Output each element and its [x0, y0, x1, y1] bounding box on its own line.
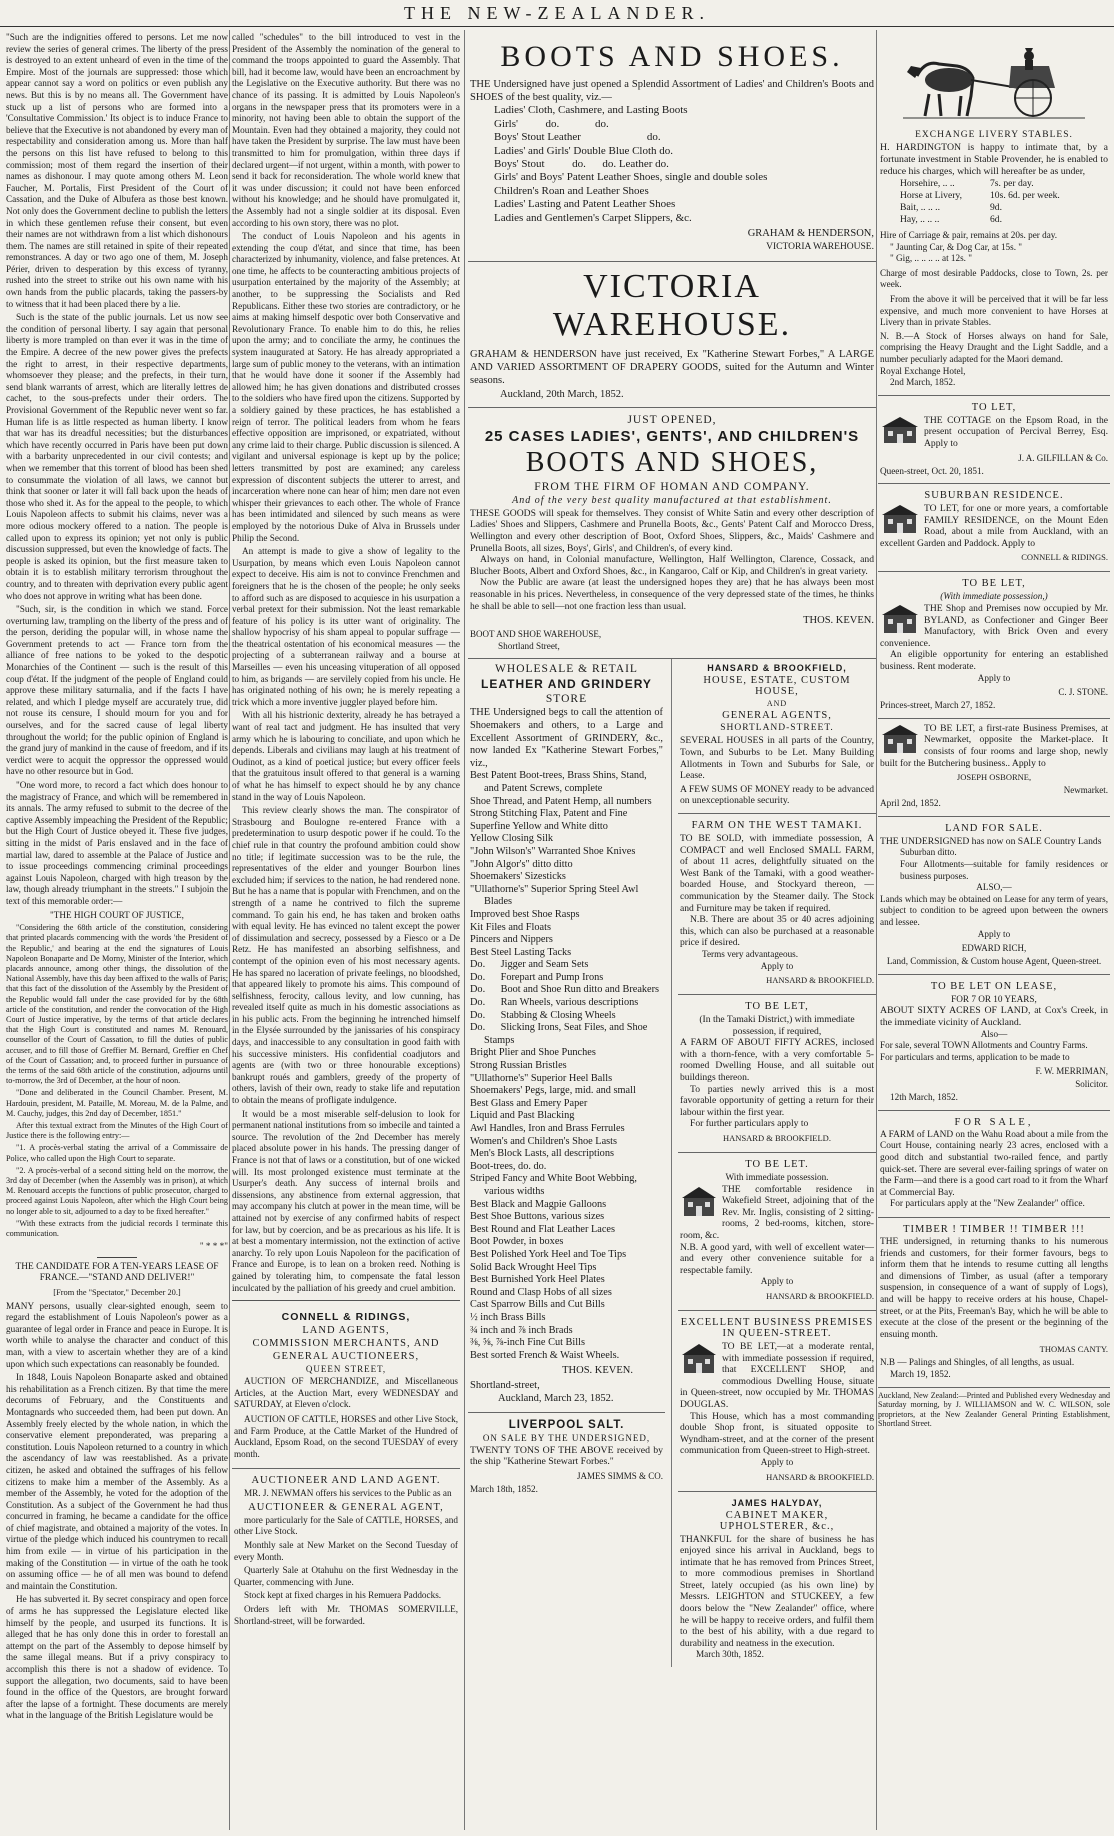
house-icon [880, 603, 920, 635]
ad-body: THE Shop and Premises now occupied by Mr. BYLAND, as Confectioner and Ginger Beer Manufactory, with Brick Oven and every convenience. [880, 603, 1108, 649]
article-paragraph: It would be a most miserable self-delusion to look for permanent national institutions from so imbecile and tainted a source. The revolution of the 2nd December has merely placed absolute power in his hands. The pressing danger of France is not that of laws or a constitution, but of one wicked will. Its most prolonged existence must terminate at the Usurper's death. Any success of internal broils and dissensions, any abstinence from external aggression, that may accompany his clutch at power in the mean time, will be attained not by exercise of any confirmed habits of respect for law, but by coercion, and be as precarious as his life. It is at best a momentary intermission, not the extinction of active anarchy. To rely upon Louis Napoleon for the pacification of France and Europe, is to lean on a broken reed. Nothing is gained by tolerating him, to compensate the fatal lesson inculcated by the palliation of his greedy and cruel ambition. [232, 1108, 460, 1293]
list-item: Awl Handles, Iron and Brass Ferrules [470, 1123, 625, 1134]
ad-signature: GRAHAM & HENDERSON, [747, 228, 874, 240]
ad-victoria-warehouse [468, 262, 876, 408]
list-item: "Ullathorne's" Superior Heel Balls [470, 1072, 613, 1084]
list-item: Do. Boot and Shoe Run ditto and Breakers [470, 984, 660, 996]
ad-signature-line: Land, Commission, & Custom house Agent, Queen-street. [886, 956, 1102, 967]
house-icon [680, 1341, 718, 1375]
ad-body: H. HARDINGTON is happy to intimate that, by a fortunate investment in Stable Provender, he is enabled to reduce his charges, which will hereafter be as under, [880, 142, 1108, 177]
ad-heading: TIMBER ! TIMBER !! TIMBER !!! [903, 1224, 1085, 1236]
ad-land-for-sale [878, 817, 1110, 975]
ad-apply: Apply to [760, 1276, 794, 1287]
ad-heading: TO BE LET, [745, 1001, 809, 1013]
house-icon [880, 723, 920, 755]
order-paragraph: "With these extracts from the judicial records I terminate this communication. [6, 1218, 228, 1239]
ad-heading: TO LET, [971, 401, 1017, 413]
ad-date: Queen-street, Oct. 20, 1851. [880, 465, 984, 476]
ad-body: TO BE LET, a first-rate Business Premises, at Newmarket, opposite the Market-place. It consists of four rooms and large shop, newly built for the Butchering business.. Apply to [880, 722, 1108, 769]
divider [97, 1257, 137, 1258]
ad-land-on-lease [878, 975, 1110, 1111]
ad-body: Lands which may be obtained on Lease for any term of years, subject to condition to be agreed upon between the owners and lessee. [880, 893, 1108, 927]
ad-line: GENERAL AUCTIONEERS, [272, 1351, 420, 1363]
list-item: Superfine Yellow and White ditto [470, 820, 608, 832]
ad-body: THESE GOODS will speak for themselves. They consist of White Satin and every other description of Ladies' Shoes and Slippers, Cashmere and Prunella Boots, &c., Gents' Patent Calf and Morocco Dress, Wellington and every other description of Boot, Oxford Shoes, Slippers, &c., Maids' Cashmere and Prunella Boots, all sizes, Boys', Girls', and Children's, of every kind. [470, 507, 874, 554]
list-item: Strong Stitching Flax, Patent and Fine [470, 808, 628, 820]
ad-body: GRAHAM & HENDERSON have just received, Ex "Katherine Stewart Forbes," A LARGE AND VARIED ASSORTMENT OF DRAPERY GOODS, suited for the Autumn and Winter seasons. [470, 349, 874, 387]
ad-body: Charge of most desirable Paddocks, close to Town, 2s. per week. [880, 267, 1108, 290]
rate-row [900, 190, 1108, 202]
ad-body: THE UNDERSIGNED has now on SALE Country Lands [880, 835, 1102, 847]
ad-body: A FARM of LAND on the Wahu Road about a mile from the Court House, containing nearly 23 acres, enclosed with a good ditch and substantial two-railed fence, and partly quick-set. There are several ever-failing springs of water on the Farm—and there is a good cart road to it from the Wharf at Commercial Bay. [880, 1129, 1108, 1198]
ad-subtitle: FOR 7 OR 10 YEARS, [951, 993, 1037, 1004]
ad-body: THE Undersigned begs to call the attention of Shoemakers and others, to a Large and Excellent Assortment of GRINDERY, &c., now landed Ex "Katherine Stewart Forbes," viz., [470, 707, 663, 769]
ad-body: more particularly for the Sale of CATTLE, HORSES, and other Live Stock. [234, 1514, 458, 1537]
ad-body: THANKFUL for the share of business he has enjoyed since his arrival in Auckland, begs to intimate that he has removed from Princes Street, to more commodious premises in Shortland Street, lately occupied (as his own line) by Messrs. LEIGHTON and STUCKEEY, a few doors below the "New Zealander" office, where he will be happy to receive orders, and fulfil them to the best of his ability, with a due regard to durability and neatness in the execution. [680, 1533, 874, 1649]
ad-connell-ridings [232, 1305, 460, 1469]
ad-subtitle: (In the Tamaki District,) with immediate possession, if required, [699, 1014, 855, 1037]
ad-date: March 30th, 1852. [696, 1649, 764, 1660]
ad-body: Four Allotments—suitable for family residences or business purposes. [900, 858, 1108, 881]
ad-signature: JOSEPH OSBORNE, [956, 772, 1032, 783]
ad-street: SHORTLAND-STREET. [720, 723, 834, 734]
ad-body: Hire of Carriage & pair, remains at 20s. per day. [880, 230, 1058, 240]
list-item: Best sorted French & Waist Wheels. [470, 1349, 620, 1361]
ad-address: Royal Exchange Hotel, [880, 365, 966, 376]
ad-body: " Jaunting Car, & Dog Car, at 15s. " [890, 241, 1023, 252]
ad-body: A FEW SUMS OF MONEY ready to be advanced on unexceptionable security. [680, 783, 874, 807]
ad-signature: HANSARD & BROOKFIELD. [766, 1290, 874, 1301]
ad-body: N. B.—A Stock of Horses always on hand for Sale, comprising the Heavy Draught and the Light Saddle, and a number peculiarly adapted for the Maori demand. [880, 330, 1108, 364]
ad-body: TO BE SOLD, with immediate possession, A COMPACT and well Enclosed SMALL FARM, of about 11 acres, delightfully situated on the West Bank of the Tamaki, with a good weather-boarded House, and Stockyard thereon, — communication by the Steamer daily. The Stock and Furniture may be taken if required. [680, 832, 874, 914]
article-paragraph: This review clearly shows the man. The conspirator of Strasbourg and Boulogne re-entered France with a predetermination to usurp despotic power if he could. To the chief rule in that country the profound ambition could show no title; if legitimate succession was to be the rule, the representatives of the elder and younger Bourbon lines excluded him; if services to the nation, he had rendered none. But he has a name that is popular with Frenchmen, and on the strength of a name he contrived to filch the supreme command. To gain his end, he has taken and broken oaths with equal levity. He has evinced no talent except the power of dissimulation and secrecy, possessed by a Fiesco or a De Retz. He has manifested an absorbing selfishness, and contempt of the opinion even of his most necessary agents. He has spared no laceration of private feelings, no bloodshed, that appeared likely to promote his aims. This compound of selfishness, ferocity, callous levity, and low cunning, has revealed itself quite as much in his domestic associations as in his public acts. From the beginning he intrenched himself in the Elysée surrounded by the janissaries of his conspiracy days, and inaccessible to any consultation in good faith with his successive ministers. His confidential coadjutors and agents are (with two or three honourable exceptions) bankrupt roués and gamblers, greedy of the property of others, lavish of their own, ready to stake life and reputation to obtain the means of profligate indulgence. [232, 805, 460, 1106]
article-paragraph: He has subverted it. By secret conspiracy and open force of arms he has suppressed the Legislature elected like himself by the people, and usurped its functions. It is alleged that he has only done this in order to forestall an attempt on the part of the Assembly to depose himself by the same illegal means. But if a privy conspiracy to accomplish this there is not a shadow of evidence. To support the allegation, two documents, said to have been found in the office of the Questors, are brought forward after the lapse of a fortnight. These documents are merely what in the language of the British Legislature would be [6, 1594, 228, 1721]
ad-farm-west-tamaki [678, 814, 876, 995]
ad-signature: HANSARD & BROOKFIELD. [766, 975, 874, 986]
ad-heading: LAND FOR SALE. [945, 822, 1043, 834]
imprint: Auckland, New Zealand:—Printed and Published every Wednesday and Saturday morning, by J. WILLIAMSON and W. C. WILSON, sole proprietors, at the New Zealander General Printing Establishment, Shortland Street. [878, 1390, 1110, 1429]
article-paragraph: MANY persons, usually clear-sighted enough, seem to regard the establishment of Louis Napoleon's power as a guarantee of legal order in France and peace in Europe. It is worth while to analyse the character and conduct of this man, with a view to ascertain whether they are of a kind upon which such expectations can reasonably be founded. [6, 1300, 228, 1369]
ad-queen-street-premises [678, 1311, 876, 1492]
order-paragraph: "Considering the 68th article of the constitution, considering that printed placards commencing with the words 'the President of the Republic,' and bearing at the end the signatures of Louis Napoleon Bonaparte and De Morny, Minister of the Interior, which placards announce, among other things, the dissolution of the National Assembly, have this day been affixed to the walls of Paris; that this fact of the dissolution of the Assembly by the President of the Republic would fall under the case provided for by the 68th article of the constitution, and render the convocation of the High Court of Justice imperative, by the terms of that article declares that the High Court is constituted and names M. Renouard, counsellor of the Court of Cassation, to fill the duties of public accuser, and to fill those of Greffier M. Bernard, Greffier en Chef of the Court of Cassation; and, to proceed further in pursuance of the terms of the said 68th article of the constitution, adjourns until to-morrow, the 3rd of December, at the hour of noon. [6, 923, 228, 1086]
column-3 [468, 32, 876, 1667]
ad-body: Always on hand, in Colonial manufacture, Wellington, Half Wellington, Clarence, Cossack, and Blucher Boots, Albert and Oxford Shoes, &c., in Kangaroo, Calf or Kip, and Children's in great variety. [470, 554, 874, 577]
ad-place: Newmarket. [1063, 785, 1108, 796]
ad-signature: F. W. MERRIMAN, [1035, 1066, 1108, 1077]
list-item: "Ullathorne's" Superior Spring Steel Awl Blades [470, 883, 639, 908]
ad-newmarket-premises [878, 719, 1110, 817]
ad-also: ALSO,— [976, 882, 1012, 893]
list-item: Do. Ran Wheels, various descriptions [470, 997, 639, 1009]
column-3-split [468, 659, 876, 1667]
ad-date: Princes-street, March 27, 1852. [880, 700, 996, 711]
rate-label: Horsehire, .. .. [900, 178, 955, 189]
ad-shop-to-let [878, 572, 1110, 718]
article-paragraph: "One word more, to record a fact which does honour to the magistracy of France, and which will be remembered in its annals. The army refused to submit to the decree of the captive Assembly impeaching the President of the Republic; but the High Court of Justice obeyed it. These five judges, sitting in the midst of Paris enslaved and in the face of martial law, dared to assemble at the Palace of Justice and to issue proceedings commencing criminal proceedings against Louis Napoleon, charged with high treason by the law, though already triumphant in the streets." I subjoin the text of this memorable order:— [6, 780, 228, 906]
ad-signature-line: Solicitor. [1075, 1079, 1108, 1090]
list-item: Ladies and Gentlemen's Carpet Slippers, &c. [494, 211, 692, 224]
ad-title: BOOTS AND SHOES, [525, 446, 819, 478]
ad-date: 12th March, 1852. [890, 1092, 958, 1103]
list-item: Girls' do. do. [494, 117, 609, 130]
ad-liverpool-salt [468, 1413, 665, 1502]
ad-epsom-cottage [878, 396, 1110, 484]
ad-farm-for-sale [878, 1111, 1110, 1218]
ad-apply: Apply to [760, 1456, 794, 1467]
list-item: Girls' and Boys' Patent Leather Shoes, single and double soles [494, 171, 768, 184]
list-item: ¾ inch and ⅞ inch Brads [470, 1324, 573, 1336]
ad-body: A FARM OF ABOUT FIFTY ACRES, inclosed with a thorn-fence, with a very comfortable 5-roomed Dwelling House, and all suitable out buildings thereon. [680, 1037, 874, 1084]
ad-body: THE undersigned, in returning thanks to his numerous friends and customers, for their former favours, begs to inform them that he intends to resume cutting all lengths and dimensions of Timber, as usual (after a temporary suspension, in consequence of a want of supply of Logs), and will be happy to receive orders at his house, Chapel-street, or at the Pits, Freeman's Bay, which he will be able to execute at the close of the present or the beginning of the ensuing month. [880, 1237, 1108, 1340]
column-3-left [468, 659, 672, 1667]
ad-body: Stock kept at fixed charges in his Remuera Paddocks. [244, 1590, 442, 1601]
list-item: Improved best Shoe Rasps [470, 908, 580, 920]
list-item: Boot-trees, do. do. [470, 1160, 547, 1172]
ad-body: For particulars and terms, application to be made to [880, 1051, 1070, 1062]
ad-address: BOOT AND SHOE WAREHOUSE, [470, 629, 602, 640]
ad-caption: EXCHANGE LIVERY STABLES. [915, 130, 1073, 140]
ad-signature: CONNELL & RIDINGS. [1021, 552, 1108, 563]
ad-heading: JAMES HALYDAY, [731, 1497, 823, 1508]
ad-signature: HANSARD & BROOKFIELD. [766, 1471, 874, 1482]
ad-heading: TO BE LET ON LEASE, [930, 980, 1058, 992]
ad-subtitle: STORE [545, 693, 588, 706]
ad-heading: FOR SALE, [954, 1116, 1034, 1128]
ad-body: N.B. There are about 35 or 40 acres adjoining this, which can also be purchased at a reasonable price if desired. [680, 914, 874, 949]
list-item: "John Algor's" ditto ditto [470, 858, 573, 870]
ad-tagline: And of the very best quality manufactured at that establishment. [512, 494, 832, 506]
ad-line: LAND AGENTS, [302, 1325, 390, 1337]
ad-signature: HANSARD & BROOKFIELD. [723, 1133, 831, 1144]
ad-date: March 18th, 1852. [470, 1483, 538, 1494]
rate-label: Horse at Livery, [900, 190, 962, 201]
ad-apply: Apply to [977, 672, 1011, 683]
list-item: Boot Powder, in boxes [470, 1236, 564, 1248]
ad-kicker: WHOLESALE & RETAIL [495, 663, 638, 676]
column-rule [229, 30, 230, 1830]
ad-signature: THOMAS CANTY. [1039, 1344, 1108, 1355]
rate-label: Hay, .. .. .. [900, 214, 940, 225]
order-paragraph: "2. A procès-verbal of a second sitting held on the morrow, the 3rd day of December (when the Assembly was in prison), at which M. Renouard accepts the functions of public prosecutor, charged to proceed against Louis Napoleon, after which the High Court being no longer able to sit, adjourned to a day to be fixed hereafter." [6, 1165, 228, 1216]
rate-row [900, 202, 1108, 214]
ad-body: This House, which has a most commanding double Shop front, is situated opposite to Wyndham-street, and at the corner of the present communication from Queen-street to High-street. [680, 1410, 874, 1457]
list-item: ⅜, ⅝, ⅞-inch Fine Cut Bills [470, 1337, 585, 1349]
ad-body: Orders left with Mr. THOMAS SOMERVILLE, Shortland-street, will be forwarded. [234, 1604, 458, 1626]
list-item: Do. Slicking Irons, Seat Files, and Shoe Stamps [470, 1022, 650, 1046]
ad-body: For sale, several TOWN Allotments and Country Farms. [880, 1040, 1088, 1051]
ad-body: N.B — Palings and Shingles, of all lengths, as usual. [880, 1357, 1075, 1368]
stars: " * * *" [199, 1241, 228, 1252]
article-paragraph: The conduct of Louis Napoleon and his agents in extending the coup d'état, and since that time, has been characterized by inhumanity, violence, and false pretences. At one time, he affects to be counteracting ambitious projects of usurpation entertained by the majority of the Assembly; at another, to be suppressing the Socialists and Red Republicans. Either these two stories are contradictory, or he aims at making himself despotic over both Conservative and Revolutionary France. To enable him to do this, he relies upon the army; and to conciliate the army, he continues the system inaugurated at Satory. He has already appropriated a large sum of public money to the veterans, with an intimation that he would have done it sooner if the Assembly had allowed him; he has given donations and distributed crosses to the soldiers who have fired upon the citizens. Supported by a soldiery gained by these practices, he has established a reign of terror. The political leaders from whom he fears effective opposition are imprisoned, or expatriated, without any crime laid to their charge. Public discussion is silenced. A vigilant and universal espionage is kept up by the police; letters transmitted by post are examined; any careless expression of discontent subjects the utterer to arrest, and incarceration where none can hear of him; men dare not even whisper their grievances to each other. The whole of France has been intimidated and silenced by such means as were employed by the notorious Duke of Alva in Brussels under Philip the Second. [232, 231, 460, 543]
ad-signature: JAMES SIMMS & CO. [576, 1470, 663, 1481]
ad-heading: SUBURBAN RESIDENCE. [924, 490, 1064, 502]
list-item: Yellow Closing Silk [470, 833, 554, 845]
ad-body: TO BE LET,—at a moderate rental, with immediate possession if required, that EXCELLENT SHOP, and commodious Dwelling House, situate in Queen-street, now occupied by Mr. THOMAS DOUGLAS. [680, 1340, 874, 1410]
ad-body: TO LET, for one or more years, a comfortable FAMILY RESIDENCE, on the Mount Eden Road, about a mile from Auckland, with an excellent Garden and Paddock. Apply to [880, 503, 1108, 549]
ad-signature: J. A. GILFILLAN & Co. [1018, 452, 1108, 463]
boots-item-list [470, 104, 874, 225]
list-item: Best Steel Lasting Tacks [470, 946, 572, 958]
list-item: Men's Block Lasts, all descriptions [470, 1148, 614, 1160]
ad-body: AUCTION OF MERCHANDIZE, and Miscellaneous Articles, at the Auction Mart, every WEDNESDAY and SATURDAY, at Eleven o'clock. [234, 1376, 458, 1410]
ad-date: Auckland, March 23, 1852. [498, 1393, 614, 1405]
ad-body: N.B. A good yard, with well of excellent water—and every other convenience suitable for a respectable family. [680, 1241, 874, 1276]
ad-body: Suburban ditto. [900, 847, 957, 858]
ad-body: SEVERAL HOUSES in all parts of the Country, Town, and Suburbs to be Let. Many Building Allotments in Town and Suburbs for Sale, or Lease. [680, 735, 874, 782]
list-item: Children's Roan and Leather Shoes [494, 184, 649, 197]
article-french-letter [6, 32, 228, 1253]
ad-signature: VICTORIA WAREHOUSE. [766, 242, 874, 253]
list-item: Boys' Stout do. do. Leather do. [494, 158, 669, 171]
house-icon [880, 415, 920, 445]
ad-body: To parties newly arrived this is a most favorable opportunity of getting a return for their labour within the first year. [680, 1083, 874, 1118]
list-item: Do. Jigger and Seam Sets [470, 959, 589, 971]
article-paragraph: In 1848, Louis Napoleon Bonaparte asked and obtained his rehabilitation as a French citizen. By that time the mere decorums of February, and the Constituents and Montagnards who succeeded them, had been put down. An Assembly freely elected by the whole nation, in which the conservative element preponderated, was preparing a constitution. Louis Napoleon returned to a country in which the ascendancy of law was reestablished. As a private citizen, he asked and obtained the suffrages of his fellow citizens to make him a member of the Assembly. As a member of the Assembly, he voted for the adoption of the Constitution. As a subject of the Government he had thus concurred in framing, he became a candidate for the office of chief magistrate, and obtained a majority of the votes. In virtue of the pledge which induced his countrymen to recall him from exile — in virtue of his participation in the making of the Constitution — in virtue of the oath he took on assuming office — he of all men was bound to defend and maintain the Constitution. [6, 1372, 228, 1591]
ad-heading: AUCTIONEER AND LAND AGENT. [251, 1475, 441, 1487]
ad-heading: HANSARD & BROOKFIELD, [707, 663, 847, 674]
ad-heading: TO BE LET. [745, 1159, 809, 1171]
ad-subtitle: (With immediate possession,) [940, 591, 1048, 602]
ad-hansard-brookfield [678, 659, 876, 814]
list-item: Shoemakers' Pegs, large, mid. and small [470, 1085, 636, 1097]
list-item: Liquid and Past Blacking [470, 1110, 575, 1122]
rate-label: Bait, .. .. .. [900, 202, 940, 213]
list-item: Best Burnished York Heel Plates [470, 1274, 605, 1286]
ad-terms: Terms very advantageous. [702, 948, 799, 959]
ad-leather-grindery [468, 659, 665, 1412]
ad-exchange-livery-stables [878, 32, 1110, 396]
house-icon [880, 503, 920, 535]
ad-body: ABOUT SIXTY ACRES OF LAND, at Cox's Creek, in the immediate vicinity of Auckland. [880, 1005, 1108, 1028]
order-paragraph: "1. A procès-verbal stating the arrival of a Commissaire de Police, who called upon the High Court to separate. [6, 1143, 228, 1163]
rate-value: 6d. [990, 214, 1002, 225]
ad-title: BOOTS AND SHOES. [500, 40, 844, 73]
ad-wakefield-residence [678, 1153, 876, 1311]
list-item: Women's and Children's Shoe Lasts [470, 1135, 618, 1147]
ad-body: Monthly sale at New Market on the Second Tuesday of every Month. [234, 1540, 458, 1562]
list-item: Best Polished York Heel and Toe Tips [470, 1248, 627, 1260]
ad-street: QUEEN STREET, [305, 1364, 387, 1375]
ad-body: Now the Public are aware (at least the undersigned hopes they are) that he has always been most reasonable in his prices. Nevertheless, in consequence of the very depressed state of the times, he thinks he shall be able to sell—not one fraction less than usual. [470, 577, 874, 612]
article-paragraph: "Such are the indignities offered to persons. Let me now review the series of general crimes. The liberty of the press is destroyed to an extent unheard of even in the time of the Empire. Most of the journals are suppressed: those which appear cannot say a word on politics or even publish any news. But this is by no means all. The Government have stuck up a list of persons who are formed into a 'Consultative Commission.' Its object is to induce France to believe that the Executive is not abandoned by every man of respectability and consideration among us. More than half the persons on this list have refused to belong to this commission; most of them regard the insertion of their names as dishonour. I may quote among others M. Leon Faucher, M. Portalis, First President of the Court of Cassation, and the Duke of Albufera as those best known. Not only does the Government decline to publish the letters in which these gentlemen refuse their consent, but even their names are not withdrawn from a list which dishonours them. The names are still retained in spite of their repeated remonstrances. A day or two ago one of them, M. Joseph Périer, driven to desperation by this excess of tyranny, rushed into the street to strike out his own name with his own hands from the public placards, taking the passers-by to witness that it had been placed there by a lie. [6, 32, 228, 309]
rate-row [900, 178, 1108, 190]
ad-title: LIVERPOOL SALT. [508, 1418, 625, 1431]
ad-subtitle: FROM THE FIRM OF HOMAN AND COMPANY. [534, 480, 810, 493]
ad-signature: THOS. KEVEN. [803, 615, 874, 627]
list-item: Pincers and Nippers [470, 934, 553, 946]
list-item: "John Wilson's" Warranted Shoe Knives [470, 845, 636, 857]
order-title: "THE HIGH COURT OF JUSTICE, [50, 909, 184, 920]
ad-signature: C. J. STONE. [1058, 687, 1108, 698]
ad-line: COMMISSION MERCHANTS, AND [252, 1338, 440, 1350]
ad-body: TWENTY TONS OF THE ABOVE received by the ship "Katherine Stewart Forbes." [470, 1444, 663, 1468]
column-rule [464, 30, 465, 1830]
ad-keven-boots [468, 408, 876, 660]
ad-suburban-residence [878, 484, 1110, 572]
ad-body: From the above it will be perceived that it will be far less expensive, and much more convenient to have Horses at Livery than in private Stables. [880, 293, 1108, 328]
article-paragraph: With all his histrionic dexterity, already he has betrayed a want of real tact and judgment. He has insulted that very army which he is labouring to conciliate, and upon which he depends. Liberals and civilians may laugh at his treatment of Oudinot, as a kind of poetical justice; but every officer feels that the gratuitous insult offered to that general is a warning of what he has himself to expect should he by any chance stand in the way of Louis Napoleon. [232, 710, 460, 802]
ad-apply: Apply to [760, 960, 794, 971]
column-3-right [672, 659, 876, 1667]
ad-also: Also— [980, 1028, 1008, 1039]
list-item: Solid Back Wrought Heel Tips [470, 1261, 597, 1273]
rates-table [880, 178, 1108, 226]
column-4 [878, 32, 1110, 1429]
ad-halyday [678, 1492, 876, 1668]
ad-tamaki-farm-to-let [678, 995, 876, 1153]
list-item: Ladies' and Girls' Double Blue Cloth do. [494, 144, 674, 157]
list-item: Cast Sparrow Bills and Cut Bills [470, 1299, 605, 1311]
list-item: Best Shoe Buttons, various sizes [470, 1211, 605, 1223]
masthead: THE NEW-ZEALANDER. [0, 0, 1114, 27]
ad-body: For further particulars apply to [690, 1118, 809, 1130]
ad-headline: 25 CASES LADIES', GENTS', AND CHILDREN'S [484, 427, 860, 445]
list-item: Bright Plier and Shoe Punches [470, 1047, 596, 1059]
ad-apply: Apply to [977, 928, 1011, 939]
list-item: Ladies' Lasting and Patent Leather Shoes [494, 198, 676, 211]
ad-subtitle: With immediate possession. [725, 1172, 829, 1183]
ad-body: THE COTTAGE on the Epsom Road, in the present occupation of Percival Berrey, Esq. Apply to [924, 414, 1108, 449]
list-item: Boys' Stout Leather do. [494, 131, 661, 144]
article-paragraph: Such is the state of the public journals. Let us now see the condition of personal liberty. I say again that personal liberty is more trampled on than ever it was in the time of the Empire. A decree of the new power gives the prefects the right to arrest, in their respective departments, whomsoever they please; and the prefects, in their turn, send blank warrants of arrest, which are literally lettres de cachet, to the sous-prefects under their orders. The Provisional Government of the Republic never went so far. Human life is as little respected as human liberty. I know that war has its dreadful necessities; but the disturbances which have recently occurred in Paris have been put down with a barbarity unprecedented in our civil contests; and when we remember that this torrent of blood has been shed to consummate the violation of all laws, we cannot but think that sooner or later it will fall back upon the heads of those who shed it. As for the appeal to the people, to which Louis Napoleon affects to submit his claims, never was a more odious mockery offered to a nation. The people is called upon to express its opinion; yet not only is public discussion suppressed, but even the knowledge of facts. The people is asked its opinion, but the first measure taken to obtain it is to establish military terrorism throughout the country, and to threaten with deprivation every public agent who does not approve in writing what has been done. [6, 312, 228, 601]
list-item: Best Glass and Emery Paper [470, 1097, 588, 1109]
list-item: Do. Forepart and Pump Irons [470, 971, 604, 983]
ad-date: 2nd March, 1852. [890, 377, 956, 388]
rate-value: 9d. [990, 202, 1002, 213]
list-item: Do. Stabbing & Closing Wheels [470, 1009, 616, 1021]
ad-address: Shortland-street, [470, 1380, 540, 1392]
ad-kicker: JUST OPENED, [627, 413, 717, 426]
article-paragraph: An attempt is made to give a show of legality to the Usurpation, by means which even Louis Napoleon cannot expect to deceive. His aim is not to convince Frenchmen and foreigners that he is the chosen of the people; he only seeks to afford such as are disposed to acquiesce in his usurpation a verbal pretext for their submission. Not the least remarkable feature of his policy is its utter want of originality. The shallow hypocrisy of his sham appeal to popular suffrage — the theatrical ostentation of his economical measures — the projecting of a subterranean railway and a bourse at Marseilles — even his unceasing vituperation of all opposed to him, as brigands — are servilely copied from his uncle. He has originated nothing of his own; he is merely repeating a trick which a more inventive juggler played before him. [232, 546, 460, 707]
ad-boots-and-shoes [468, 32, 876, 262]
ad-heading: FARM ON THE WEST TAMAKI. [691, 819, 863, 831]
list-item: Round and Clasp Hobs of all sizes [470, 1286, 612, 1298]
ad-date: March 19, 1852. [890, 1368, 951, 1379]
ad-body: MR. J. NEWMAN offers his services to the Public as an [244, 1488, 452, 1499]
ad-body: THE Undersigned have just opened a Splendid Assortment of Ladies' and Children's Boots and SHOES of the best quality, viz.— [470, 79, 874, 104]
ad-line: HOUSE, ESTATE, CUSTOM HOUSE, [703, 675, 851, 698]
rate-row [900, 214, 1108, 226]
house-icon [680, 1184, 718, 1218]
ad-body: For particulars apply at the "New Zealander" office. [890, 1199, 1085, 1210]
horse-carriage-icon [899, 36, 1089, 126]
article-title: THE CANDIDATE FOR A TEN-YEARS LEASE OF FRANCE.—"STAND AND DELIVER!" [15, 1261, 219, 1284]
order-paragraph: "Done and deliberated in the Council Chamber. Present, M. Hardouin, president, M. Pataille, M. Moreau, M. de la Palme, and M. Cauchy, judges, this 2nd day of December, 1851." [6, 1088, 228, 1118]
list-item: Best Round and Flat Leather Laces [470, 1223, 615, 1235]
ad-body: " Gig, .. .. .. .. at 12s. " [890, 253, 973, 264]
ad-heading: CONNELL & RIDINGS, [281, 1311, 411, 1324]
ad-body: THE comfortable residence in Wakefield Street, adjoining that of the Rev. Mr. Inglis, consisting of 2 sitting-rooms, 2 bed-rooms, kitchen, store-room, &c. [680, 1183, 874, 1241]
order-paragraph: After this textual extract from the Minutes of the High Court of Justice there is the following entry:— [6, 1120, 228, 1141]
list-item: Best Black and Magpie Galloons [470, 1198, 607, 1210]
column-1 [6, 32, 228, 1724]
rate-value: 10s. 6d. per week. [990, 190, 1060, 201]
list-item: Ladies' Cloth, Cashmere, and Lasting Boots [494, 104, 688, 117]
ad-line: AND [766, 699, 788, 709]
ad-signature: EDWARD RICH, [961, 943, 1027, 954]
grindery-item-list [470, 770, 663, 1362]
ad-newman [232, 1469, 460, 1635]
rate-value: 7s. per day. [990, 178, 1034, 189]
list-item: Best Patent Boot-trees, Brass Shins, Stand, and Patent Screws, complete [470, 770, 647, 794]
article-source: [From the "Spectator," December 20.] [53, 1288, 181, 1297]
ad-title: VICTORIA WAREHOUSE. [552, 268, 792, 344]
ad-timber [878, 1218, 1110, 1388]
ad-date: Auckland, 20th March, 1852. [500, 388, 624, 400]
ad-address: Shortland Street, [498, 640, 560, 651]
list-item: Kit Files and Floats [470, 921, 551, 933]
list-item: Strong Russian Bristles [470, 1060, 567, 1072]
ad-body: Quarterly Sale at Otahuhu on the first Wednesday in the Quarter, commencing with June. [234, 1565, 458, 1587]
list-item: Shoemakers' Sizesticks [470, 871, 566, 883]
article-paragraph: called "schedules" to the bill introduced to vest in the President of the Assembly the nomination of the general to command the troops appointed to guard the Assembly. That bill, had it become law, would have been an encroachment by the Legislative on the Executive authority. But there was no chance of its passing. It is admitted by Louis Napoleon's organs in the newspaper press that its promoters were in a minority, not having been able to obtain the support of the Mountain. Even had they obtained a majority, they could not have taken the President by surprise. The law must have been transmitted to him for promulgation, within three days if declared urgent—if not urgent, within a month, with power to send it back for reconsideration. The whole world knew that it was under discussion; it could not have been enforced without his knowledge; and he should have promulgated it, the Assembly had not a single soldier at its disposal. Even according to his own story, there was no plot. [232, 32, 460, 228]
ad-line: GENERAL AGENTS, [722, 710, 832, 722]
ad-date: April 2nd, 1852. [880, 798, 941, 809]
ad-heading: EXCELLENT BUSINESS PREMISES IN QUEEN-STREET. [680, 1316, 874, 1339]
column-rule [876, 30, 877, 1830]
ad-body: AUCTION OF CATTLE, HORSES and other Live Stock, and Farm Produce, at the Cattle Market of the Hundred of Auckland, Epsom Road, on the second TUESDAY of every month. [234, 1413, 458, 1459]
list-item: ½ inch Brass Bills [470, 1311, 546, 1323]
ad-subtitle: ON SALE BY THE UNDERSIGNED, [482, 1432, 651, 1443]
ad-title: LEATHER AND GRINDERY [481, 677, 652, 692]
ad-body: An eligible opportunity for entering an established business. Rent moderate. [880, 649, 1108, 673]
list-item: Striped Fancy and White Boot Webbing, various widths [470, 1173, 637, 1197]
article-paragraph: "Such, sir, is the condition in which we stand. Force overturning law, trampling on the liberty of the press and of the person, deriding the popular will, in whose name the Government pretends to act — France torn from the alliance of free nations to be yoked to the despotic Monarchies of the Continent — such is the result of this coup d'état. If the judgment of the people of England could approve these military saturnalia, and if the facts I have related, and which I pledge myself are accurately true, did not rouse its censure, I should mourn for you and for ourselves, and for the sacred cause of legal liberty throughout the world; for the public opinion of England is the grand jury of mankind in the cause of freedom, and if its verdict were to acquit the oppressor the oppressed would have no other resource but in God. [6, 604, 228, 777]
ad-signature: THOS. KEVEN. [562, 1365, 633, 1377]
list-item: Shoe Thread, and Patent Hemp, all numbers [470, 795, 652, 807]
column-2 [232, 32, 460, 1635]
ad-line: AUCTIONEER & GENERAL AGENT, [248, 1501, 444, 1513]
ad-line: CABINET MAKER, UPHOLSTERER, &c., [719, 1509, 835, 1532]
ad-heading: TO BE LET, [962, 578, 1026, 590]
